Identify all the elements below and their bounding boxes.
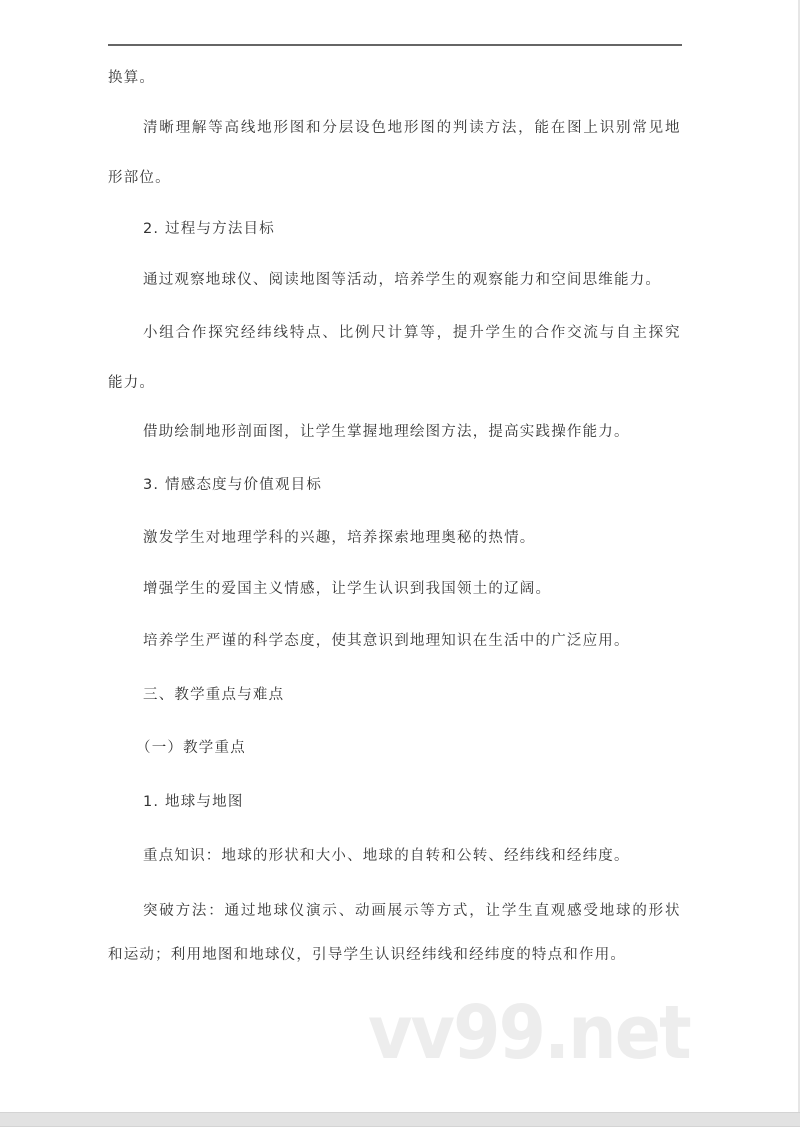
page-separator bbox=[0, 1112, 800, 1127]
text-line: 形部位。 bbox=[108, 170, 171, 186]
section-heading: 3. 情感态度与价值观目标 bbox=[143, 477, 323, 493]
text-line: 培养学生严谨的科学态度，使其意识到地理知识在生活中的广泛应用。 bbox=[143, 633, 630, 649]
text-line: 借助绘制地形剖面图，让学生掌握地理绘图方法，提高实践操作能力。 bbox=[143, 424, 630, 440]
text-line: 清晰理解等高线地形图和分层设色地形图的判读方法，能在图上识别常见地 bbox=[143, 120, 680, 136]
text-line: 重点知识：地球的形状和大小、地球的自转和公转、经纬线和经纬度。 bbox=[143, 848, 630, 864]
text-line: 换算。 bbox=[108, 70, 156, 86]
text-line: 增强学生的爱国主义情感，让学生认识到我国领土的辽阔。 bbox=[143, 581, 552, 597]
section-heading: 1. 地球与地图 bbox=[143, 794, 244, 810]
section-heading: 2. 过程与方法目标 bbox=[143, 221, 275, 237]
section-heading: 三、教学重点与难点 bbox=[143, 687, 285, 703]
text-line: 小组合作探究经纬线特点、比例尺计算等，提升学生的合作交流与自主探究 bbox=[143, 325, 680, 341]
subsection-heading: （一）教学重点 bbox=[136, 740, 246, 756]
text-line: 激发学生对地理学科的兴趣，培养探索地理奥秘的热情。 bbox=[143, 530, 536, 546]
header-rule bbox=[108, 44, 682, 46]
text-line: 突破方法：通过地球仪演示、动画展示等方式，让学生直观感受地球的形状 bbox=[143, 903, 680, 919]
text-line: 能力。 bbox=[108, 375, 156, 391]
text-line: 和运动；利用地图和地球仪，引导学生认识经纬线和经纬度的特点和作用。 bbox=[108, 947, 627, 963]
text-line: 通过观察地球仪、阅读地图等活动，培养学生的观察能力和空间思维能力。 bbox=[143, 272, 662, 288]
watermark: vv99.net bbox=[368, 990, 690, 1076]
